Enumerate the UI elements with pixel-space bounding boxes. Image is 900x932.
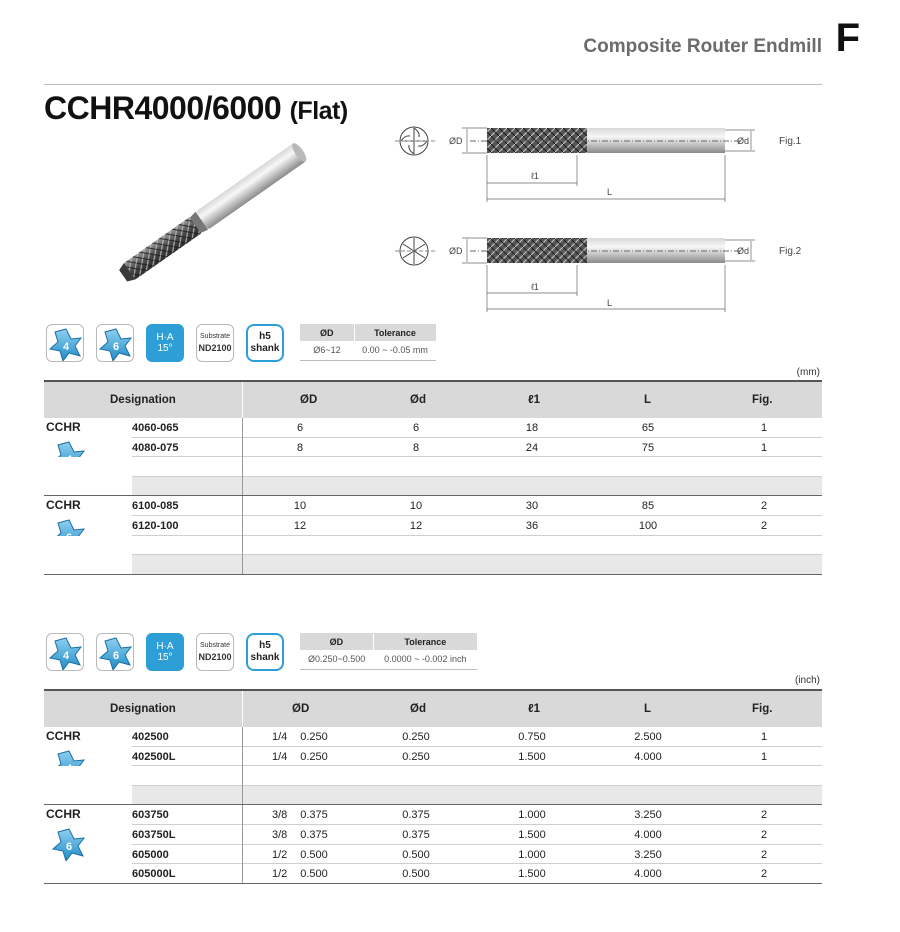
cell-L: 4.000 <box>634 750 662 763</box>
header-D: ØD <box>300 394 318 406</box>
header-d: Ød <box>410 703 426 715</box>
fig1-d-label: Ød <box>737 136 750 146</box>
header-l1: ℓ1 <box>528 703 541 715</box>
header-designation: Designation <box>110 703 176 715</box>
table-row <box>44 516 822 536</box>
cell-l1: 1.500 <box>518 828 546 841</box>
helix-angle-label: H·A <box>156 641 174 652</box>
cell-L: 3.250 <box>634 848 662 861</box>
feature-badges-mm <box>46 324 284 362</box>
four-flute-icon <box>46 324 84 362</box>
cell-L: 2.500 <box>634 731 662 743</box>
header-divider <box>44 84 822 85</box>
cell-l1: 24 <box>525 441 539 454</box>
cell-designation: 402500 <box>132 731 169 743</box>
cell-D: 10 <box>293 500 307 513</box>
product-title <box>44 90 348 127</box>
cell-d: 8 <box>412 441 420 454</box>
cell-fig: 1 <box>760 441 768 454</box>
figure-1-diagram <box>395 120 815 210</box>
cell-d: 0.500 <box>402 848 430 861</box>
fig2-D-label: ØD <box>449 246 463 256</box>
header-d: Ød <box>410 394 426 406</box>
tol-header-d: ØD <box>300 324 354 341</box>
cell-fraction: 3/8 <box>272 828 288 841</box>
cell-D: 0.375 <box>300 809 328 822</box>
table-row <box>44 727 822 747</box>
flute-count: 6 <box>65 841 73 854</box>
tol-value-d: Ø6~12 <box>300 341 354 360</box>
tolerance-table-inch <box>300 633 478 670</box>
table-row <box>44 805 822 825</box>
table-row <box>44 845 822 865</box>
cell-L: 85 <box>641 500 655 513</box>
four-flute-number: 4 <box>62 650 70 662</box>
six-flute-number: 6 <box>112 650 120 662</box>
cell-designation: 402500L <box>132 750 176 763</box>
product-code: CCHR4000/6000 <box>44 90 282 126</box>
cell-fig: 1 <box>760 731 768 743</box>
six-flute-icon <box>96 324 134 362</box>
cell-D: 0.250 <box>300 750 328 763</box>
figure-2-diagram <box>395 231 815 321</box>
shank-label: shank <box>250 652 280 663</box>
cell-l1: 18 <box>525 422 539 434</box>
table-row <box>44 747 822 767</box>
table-row <box>44 496 822 516</box>
cell-designation: 603750L <box>132 828 176 841</box>
cell-l1: 1.500 <box>518 868 546 881</box>
cell-designation: 605000L <box>132 868 176 881</box>
fig2-l1-label: ℓ1 <box>531 282 539 292</box>
empty-row <box>132 477 822 497</box>
spec-table-inch <box>44 689 822 884</box>
cell-fraction: 1/2 <box>272 868 288 881</box>
empty-row <box>132 555 822 575</box>
cell-L: 100 <box>638 519 658 532</box>
endmill-product-image <box>90 140 330 290</box>
cell-D: 12 <box>293 519 307 532</box>
table-header <box>44 380 822 418</box>
unit-inch: (inch) <box>794 675 820 686</box>
substrate-label: Substrate <box>200 333 230 340</box>
cell-L: 65 <box>641 422 655 434</box>
empty-row <box>44 766 822 786</box>
fig2-L-label: L <box>607 298 613 308</box>
group-6-flute <box>44 805 822 883</box>
cell-D: 8 <box>296 441 304 454</box>
tol-value-d: Ø0.250~0.500 <box>300 650 373 669</box>
substrate-label: Substrate <box>200 642 230 649</box>
cell-fig: 2 <box>760 809 768 822</box>
cell-d: 12 <box>409 519 423 532</box>
cell-designation: 6120-100 <box>132 519 179 532</box>
cell-fraction: 1/4 <box>272 731 288 743</box>
series-label: CCHR <box>46 729 81 743</box>
empty-row <box>44 457 822 477</box>
group-4-flute <box>44 418 822 496</box>
table-header <box>44 689 822 727</box>
cell-fraction: 1/2 <box>272 848 288 861</box>
cell-fig: 1 <box>760 422 768 434</box>
series-label: CCHR <box>46 420 81 434</box>
cell-d: 0.250 <box>402 750 430 763</box>
cell-l1: 0.750 <box>518 731 546 743</box>
header-L: L <box>644 394 652 406</box>
cell-d: 0.500 <box>402 868 430 881</box>
series-label: CCHR <box>46 498 81 513</box>
table-row <box>44 438 822 458</box>
h5-shank-badge <box>246 324 284 362</box>
header-D: ØD <box>292 703 310 715</box>
cell-designation: 4080-075 <box>132 441 179 454</box>
tol-value-tolerance: 0.0000 ~ -0.002 inch <box>373 650 477 669</box>
helix-angle-badge <box>146 324 184 362</box>
fig2-d-label: Ød <box>737 246 750 256</box>
tol-header-d: ØD <box>300 633 373 650</box>
cell-l1: 30 <box>525 500 539 513</box>
cell-D: 0.500 <box>300 868 328 881</box>
substrate-value: ND2100 <box>198 652 232 662</box>
cell-fig: 2 <box>760 848 768 861</box>
helix-angle-badge <box>146 633 184 671</box>
group-6-flute <box>44 496 822 574</box>
shank-label: shank <box>250 343 280 354</box>
cell-D: 0.375 <box>300 828 328 841</box>
fig2-label: Fig.2 <box>779 246 802 257</box>
cell-L: 4.000 <box>634 828 662 841</box>
cell-fig: 2 <box>760 500 768 513</box>
six-flute-icon <box>96 633 134 671</box>
header-designation: Designation <box>110 394 176 406</box>
cell-L: 3.250 <box>634 809 662 822</box>
fig1-L-label: L <box>607 187 613 197</box>
substrate-badge <box>196 324 234 362</box>
four-flute-icon <box>46 633 84 671</box>
table-row <box>44 418 822 438</box>
tol-header-tolerance: Tolerance <box>373 633 477 650</box>
cell-D: 0.500 <box>300 848 328 861</box>
header-fig: Fig. <box>752 394 773 406</box>
feature-badges-inch <box>46 633 284 671</box>
h5-label: h5 <box>259 331 271 342</box>
cell-fraction: 1/4 <box>272 750 288 763</box>
cell-d: 0.375 <box>402 828 430 841</box>
empty-row <box>132 786 822 806</box>
table-row <box>44 825 822 845</box>
cell-designation: 6100-085 <box>132 500 179 513</box>
cell-d: 10 <box>409 500 423 513</box>
unit-mm: (mm) <box>796 367 820 378</box>
cell-fig: 2 <box>760 519 768 532</box>
header-fig: Fig. <box>752 703 773 715</box>
helix-angle-value: 15° <box>157 652 173 663</box>
spec-table-mm <box>44 380 822 575</box>
cell-l1: 36 <box>525 519 539 532</box>
cell-designation: 605000 <box>132 848 169 861</box>
cell-d: 0.375 <box>402 809 430 822</box>
cell-D: 6 <box>296 422 304 434</box>
tol-header-tolerance: Tolerance <box>354 324 436 341</box>
cell-designation: 4060-065 <box>132 422 179 434</box>
cell-L: 75 <box>641 441 655 454</box>
cell-l1: 1.000 <box>518 848 546 861</box>
h5-label: h5 <box>259 640 271 651</box>
cell-fraction: 3/8 <box>272 809 288 822</box>
empty-row <box>44 536 822 556</box>
cell-l1: 1.000 <box>518 809 546 822</box>
cell-fig: 2 <box>760 828 768 841</box>
cell-fig: 2 <box>760 868 768 881</box>
series-label: CCHR <box>46 807 81 822</box>
six-flute-number: 6 <box>112 341 120 353</box>
tolerance-table-mm <box>300 324 437 361</box>
header-L: L <box>644 703 652 715</box>
substrate-badge <box>196 633 234 671</box>
cell-D: 0.250 <box>300 731 328 743</box>
header-l1: ℓ1 <box>528 394 541 406</box>
group-4-flute <box>44 727 822 805</box>
cell-L: 4.000 <box>634 868 662 881</box>
helix-angle-label: H·A <box>156 332 174 343</box>
cell-designation: 603750 <box>132 809 169 822</box>
cell-fig: 1 <box>760 750 768 763</box>
table-row <box>44 864 822 884</box>
section-title: Composite Router Endmill <box>583 36 822 57</box>
fig1-label: Fig.1 <box>779 136 802 147</box>
helix-angle-value: 15° <box>157 343 173 354</box>
cell-d: 0.250 <box>402 731 430 743</box>
cell-d: 6 <box>412 422 420 434</box>
cell-l1: 1.500 <box>518 750 546 763</box>
fig1-D-label: ØD <box>449 136 463 146</box>
fig1-l1-label: ℓ1 <box>531 171 539 181</box>
substrate-value: ND2100 <box>198 343 232 353</box>
h5-shank-badge <box>246 633 284 671</box>
tol-value-tolerance: 0.00 ~ -0.05 mm <box>354 341 436 360</box>
four-flute-number: 4 <box>62 341 70 353</box>
section-letter: F <box>835 16 860 60</box>
product-subtitle: (Flat) <box>289 97 348 125</box>
